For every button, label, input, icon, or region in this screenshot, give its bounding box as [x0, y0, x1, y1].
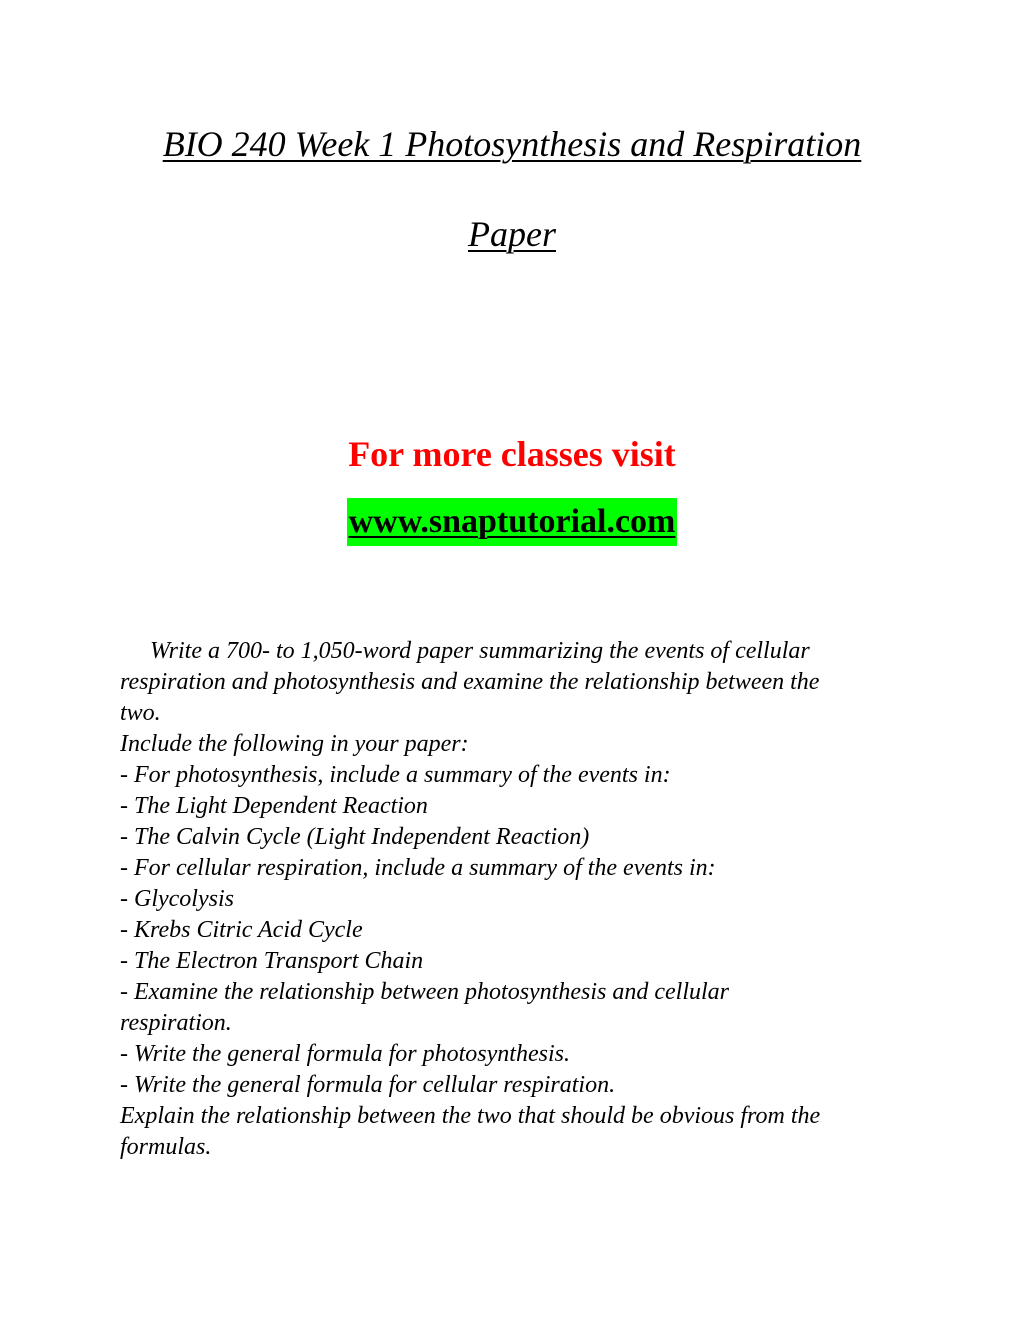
body-line: - The Electron Transport Chain — [120, 948, 424, 974]
promo-heading: For more classes visit — [348, 434, 676, 474]
body-line: Write a 700- to 1,050-word paper summarizing the events of cellular — [150, 638, 810, 664]
body-line: respiration and photosynthesis and examine the relationship between the — [120, 669, 820, 695]
document-title-text-1: BIO 240 Week 1 Photosynthesis and Respiration — [162, 124, 862, 164]
body-line: - Examine the relationship between photosynthesis and cellular — [120, 979, 729, 1005]
body-line: - Write the general formula for photosynthesis. — [120, 1041, 570, 1067]
document-title-line-1 — [0, 124, 1024, 164]
body-line: two. — [120, 700, 161, 726]
body-line: - For cellular respiration, include a summary of the events in: — [120, 855, 716, 881]
assignment-body — [120, 636, 920, 1163]
body-line: - Glycolysis — [120, 886, 234, 912]
document-title-text-2: Paper — [468, 214, 556, 254]
document-title-line-2 — [0, 214, 1024, 254]
body-line: - For photosynthesis, include a summary of the events in: — [120, 762, 671, 788]
promo-link[interactable]: www.snaptutorial.com — [347, 498, 678, 546]
body-line: respiration. — [120, 1010, 232, 1036]
body-line: - The Light Dependent Reaction — [120, 793, 428, 819]
body-line: Include the following in your paper: — [120, 731, 469, 757]
body-line: Explain the relationship between the two that should be obvious from the — [120, 1103, 821, 1129]
promo-link-container — [0, 498, 1024, 546]
body-line: - Write the general formula for cellular respiration. — [120, 1072, 616, 1098]
body-line: - Krebs Citric Acid Cycle — [120, 917, 363, 943]
body-line: formulas. — [120, 1134, 212, 1160]
body-line: - The Calvin Cycle (Light Independent Reaction) — [120, 824, 590, 850]
